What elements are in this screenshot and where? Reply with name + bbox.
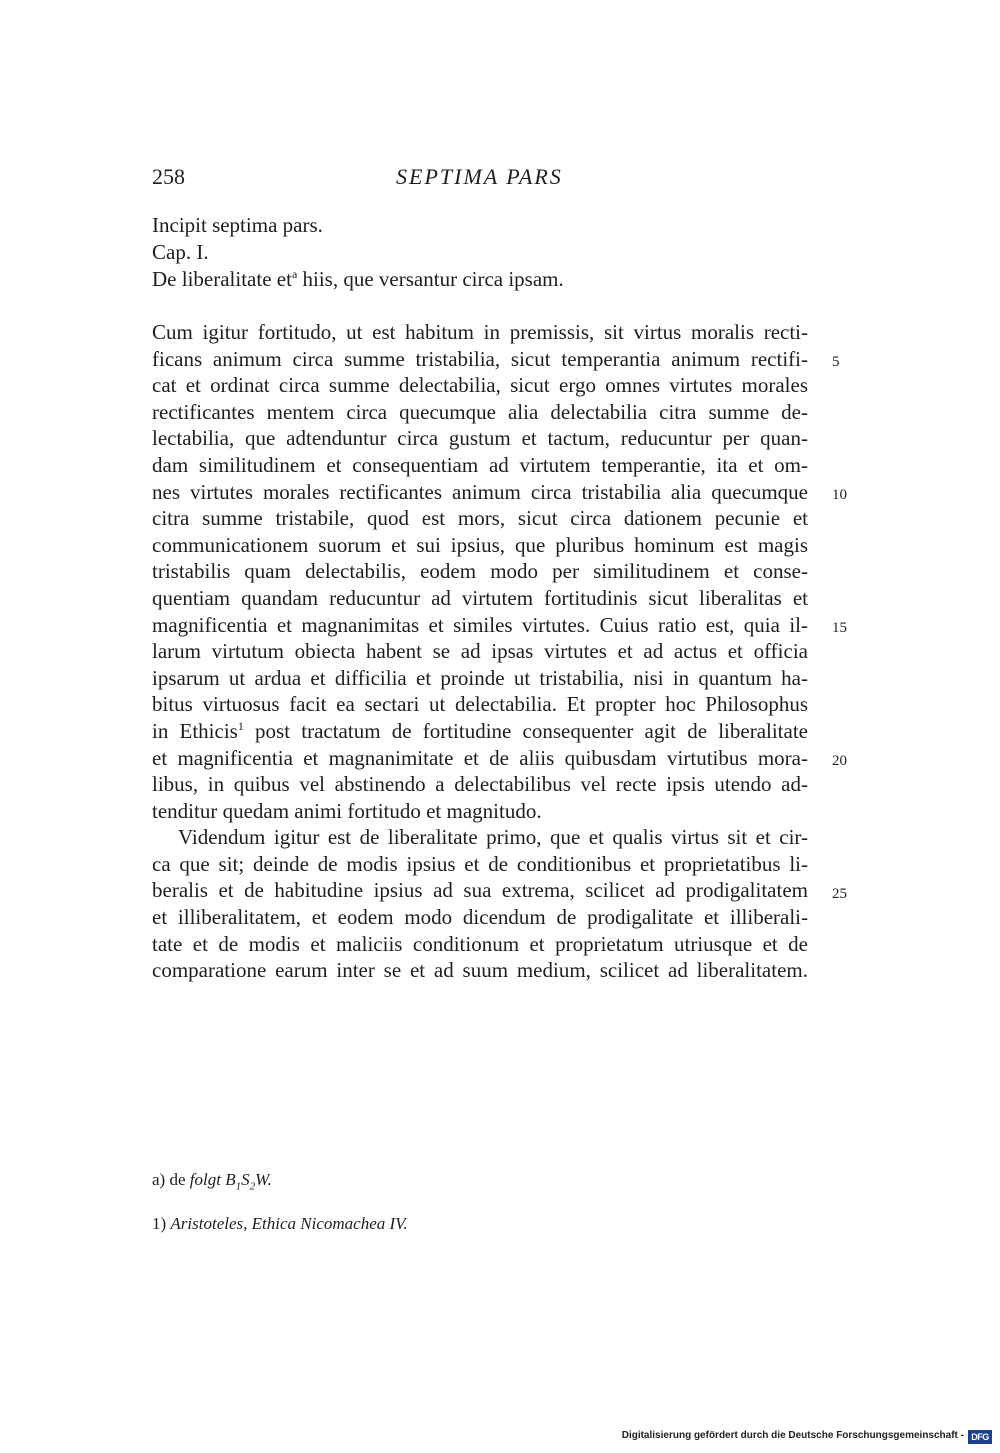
heading-line-3-rest: hiis, que versantur circa ipsam. (297, 267, 564, 291)
text-line: ipsarum ut ardua et difficilia et proinde ut tristabilia, nisi in quantum ha- (152, 665, 808, 690)
text-line (152, 718, 808, 745)
text-line: et illiberalitatem, et eodem modo dicendum de prodigalitate et illiberali- (152, 905, 808, 930)
running-title: SEPTIMA PARS (396, 164, 563, 189)
text-line-start: in Ethicis (152, 718, 238, 743)
text-line: libus, in quibus vel abstinendo a delectabilibus vel recte ipsis utendo ad- (152, 772, 808, 797)
line-number: 5 (832, 354, 840, 370)
siglum-b: B (225, 1170, 236, 1189)
text-line: tristabilis quam delectabilis, eodem modo per similitudinem et conse- (152, 559, 808, 584)
page-number: 258 (152, 164, 185, 189)
body-text (152, 319, 808, 984)
text-line: nes virtutes morales rectificantes animum circa tristabilia alia quecumque (152, 479, 808, 504)
text-line: lectabilia, que adtenduntur circa gustum et tactum, reducuntur per quan- (152, 426, 808, 451)
text-line: ficans animum circa summe tristabilia, sicut temperantia animum rectifi- (152, 346, 808, 371)
text-line: beralis et de habitudine ipsius ad sua extrema, scilicet ad prodigalitatem (152, 878, 808, 903)
heading-line-3-text: De liberalitate et (152, 267, 292, 291)
footnote-1-text: Aristoteles, Ethica Nicomachea IV. (170, 1214, 408, 1233)
text-line: tenditur quedam animi fortitudo et magnitudo. (152, 798, 542, 823)
text-line: cat et ordinat circa summe delectabilia, sicut ergo omnes virtutes morales (152, 373, 808, 398)
siglum-s-sub: 2 (249, 1180, 256, 1193)
text-line: magnificentia et magnanimitas et similes virtutes. Cuius ratio est, quia il- (152, 612, 808, 637)
heading-line-3 (152, 266, 812, 293)
text-line: comparatione earum inter se et ad suum medium, scilicet ad liberalitatem. (152, 958, 808, 983)
chapter-heading (152, 212, 812, 293)
text-line-rest: post tractatum de fortitudine consequenter agit de liberalitate (243, 718, 808, 743)
footnote-a-word: de (169, 1170, 186, 1189)
footnote-marker-a: a (291, 267, 298, 281)
line-number: 20 (832, 753, 847, 769)
dfg-logo: DFG (968, 1430, 992, 1444)
text-line: larum virtutum obiecta habent se ad ipsas virtutes et ad actus et officia (152, 639, 808, 664)
footnote-1 (152, 1212, 812, 1236)
footnote-a (152, 1168, 812, 1192)
text-line: ca que sit; deinde de modis ipsius et de conditionibus et proprietatibus li- (152, 851, 808, 876)
text-line: tate et de modis et maliciis conditionum et proprietatum utriusque et de (152, 931, 808, 956)
footnote-a-sigla (225, 1170, 272, 1193)
heading-line-2: Cap. I. (152, 240, 209, 264)
siglum-b-sub: 1 (235, 1180, 242, 1193)
text-line: rectificantes mentem circa quecumque alia delectabilia citra summe de- (152, 399, 808, 424)
text-line: quentiam quandam reducuntur ad virtutem fortitudinis sicut liberalitas et (152, 585, 808, 610)
text-line: Videndum igitur est de liberalitate primo, que et qualis virtus sit et cir- (178, 825, 808, 850)
line-number: 10 (832, 487, 847, 503)
text-line: Cum igitur fortitudo, ut est habitum in premissis, sit virtus moralis recti- (152, 320, 808, 344)
text-line: communicationem suorum et sui ipsius, que pluribus hominum est magis (152, 532, 808, 557)
digitization-credit: Digitalisierung gefördert durch die Deutsche Forschungsgemeinschaft - (621, 1430, 964, 1441)
text-line: et magnificentia et magnanimitate et de aliis quibusdam virtutibus mora- (152, 745, 808, 770)
text-line: dam similitudinem et consequentiam ad virtutem temperantie, ita et om- (152, 452, 808, 477)
siglum-w: W. (255, 1170, 272, 1189)
text-line: citra summe tristabile, quod est mors, sicut circa dationem pecunie et (152, 506, 808, 531)
heading-line-1: Incipit septima pars. (152, 213, 323, 237)
footnote-1-marker: 1) (152, 1214, 167, 1233)
siglum-s: S (241, 1170, 250, 1189)
text-line: bitus virtuosus facit ea sectari ut delectabilia. Et propter hoc Philosophus (152, 692, 808, 717)
line-number: 25 (832, 886, 847, 902)
footnote-marker-1: 1 (237, 718, 244, 733)
line-number: 15 (832, 620, 847, 636)
footnote-a-marker: a) (152, 1170, 166, 1189)
footnote-a-folgt: folgt (189, 1170, 221, 1189)
footnotes (152, 1168, 812, 1256)
